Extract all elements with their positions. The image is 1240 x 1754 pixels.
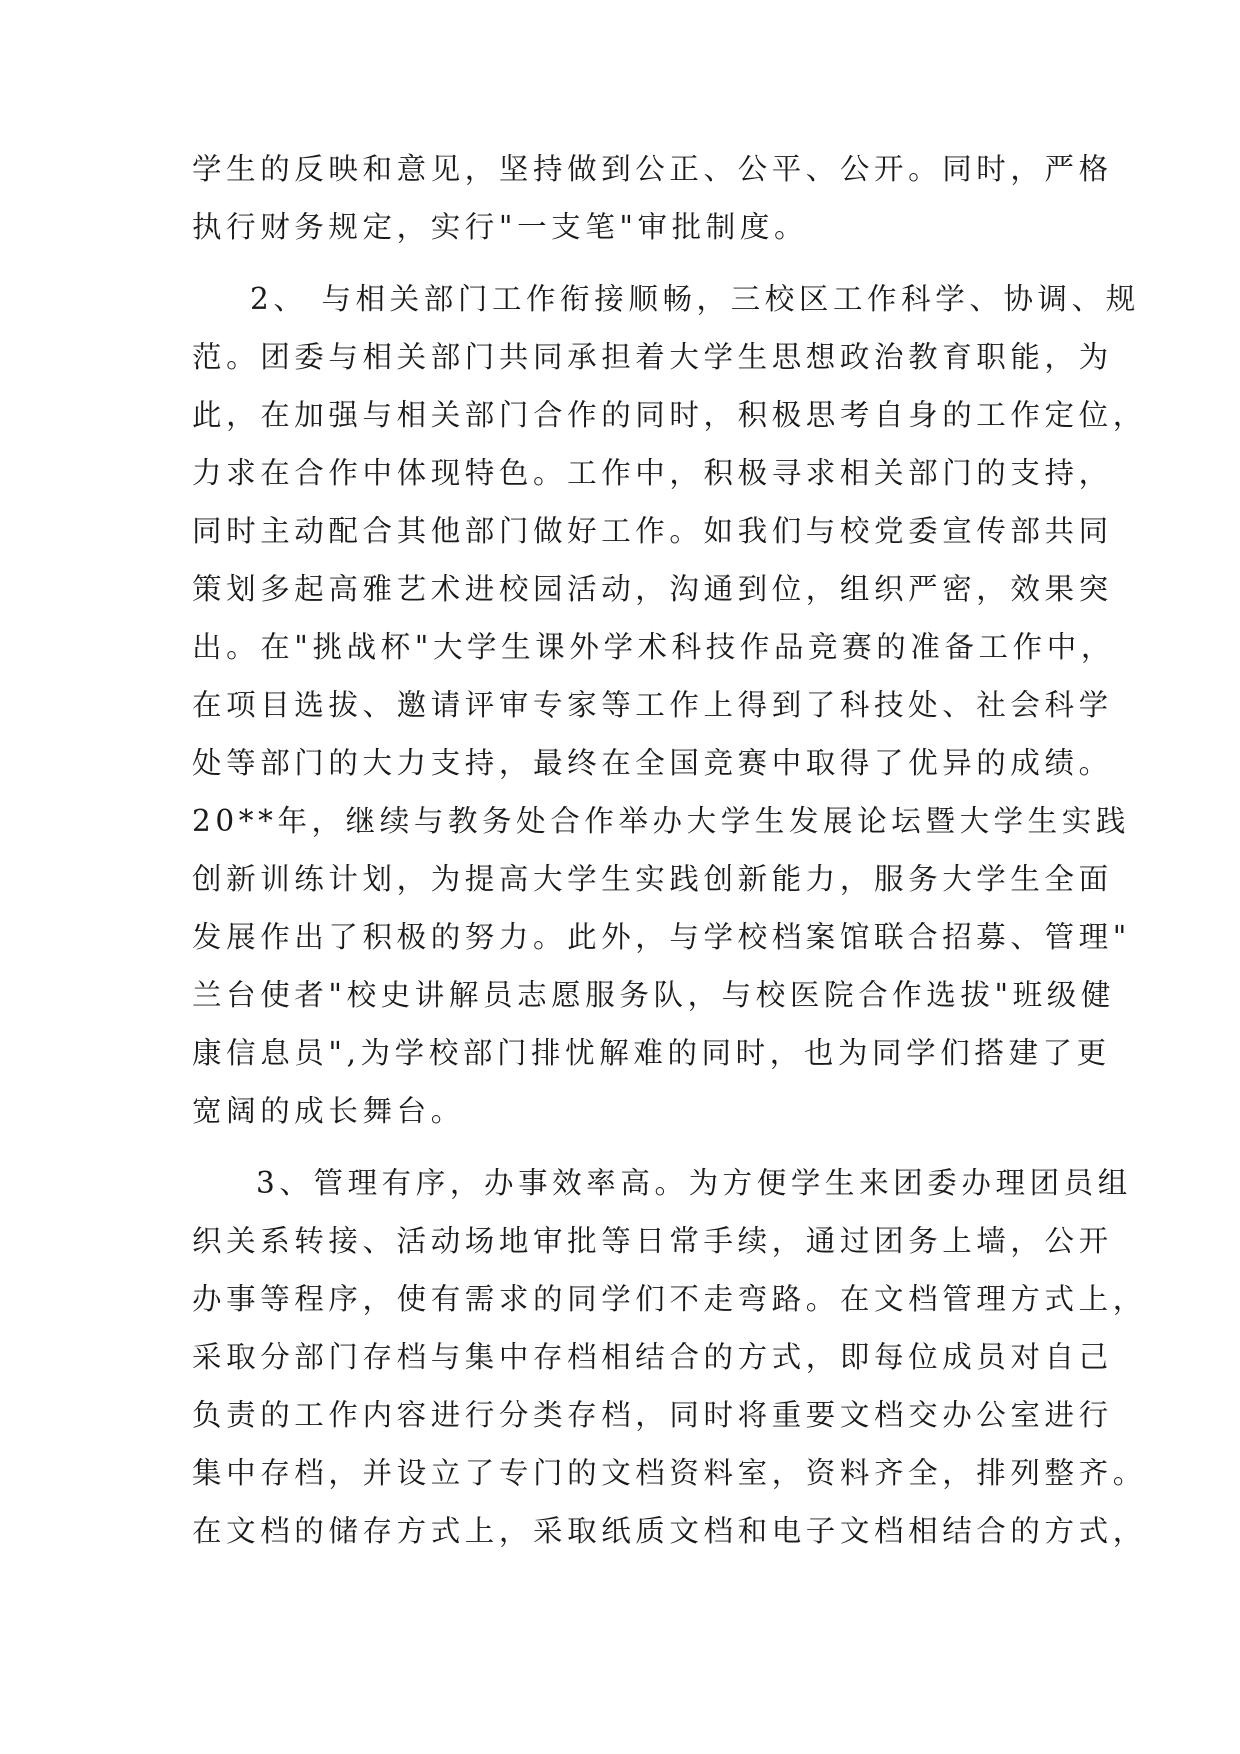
text-line: 此，在加强与相关部门合作的同时，积极思考自身的工作定位， [192,398,1147,432]
text-line: 康信息员",为学校部门排忧解难的同时，也为同学们搭建了更 [192,1036,1111,1070]
text-line: 集中存档，并设立了专门的文档资料室，资料齐全，排列整齐。 [192,1456,1147,1490]
text-line: 范。团委与相关部门共同承担着大学生思想政治教育职能，为 [192,340,1113,374]
text-line: 处等部门的大力支持，最终在全国竞赛中取得了优异的成绩。 [192,746,1113,780]
text-line: 负责的工作内容进行分类存档，同时将重要文档交办公室进行 [192,1398,1113,1432]
text-line: 出。在"挑战杯"大学生课外学术科技作品竞赛的准备工作中， [192,630,1115,664]
text-line: 采取分部门存档与集中存档相结合的方式，即每位成员对自己 [192,1340,1113,1374]
body-text [192,140,1147,1560]
text-line: 发展作出了积极的努力。此外，与学校档案馆联合招募、管理" [192,920,1131,954]
text-line: 2、 与相关部门工作衔接顺畅，三校区工作科学、协调、规 [250,282,1140,316]
text-line: 同时主动配合其他部门做好工作。如我们与校党委宣传部共同 [192,514,1113,548]
text-line: 在项目选拔、邀请评审专家等工作上得到了科技处、社会科学 [192,688,1113,722]
text-line: 学生的反映和意见，坚持做到公正、公平、公开。同时，严格 [192,152,1113,186]
paragraph-1 [192,140,1113,256]
text-line: 策划多起高雅艺术进校园活动，沟通到位，组织严密，效果突 [192,572,1113,606]
text-line: 力求在合作中体现特色。工作中，积极寻求相关部门的支持， [192,456,1113,490]
text-line: 办事等程序，使有需求的同学们不走弯路。在文档管理方式上， [192,1282,1147,1316]
text-line: 3、管理有序，办事效率高。为方便学生来团委办理团员组 [256,1166,1132,1200]
text-line: 织关系转接、活动场地审批等日常手续，通过团务上墙，公开 [192,1224,1113,1258]
paragraph-3 [192,1154,1147,1560]
text-line: 执行财务规定，实行"一支笔"审批制度。 [192,210,809,244]
text-line: 20**年，继续与教务处合作举办大学生发展论坛暨大学生实践 [192,804,1130,838]
text-line: 创新训练计划，为提高大学生实践创新能力，服务大学生全面 [192,862,1113,896]
text-line: 在文档的储存方式上，采取纸质文档和电子文档相结合的方式， [192,1514,1147,1548]
text-line: 宽阔的成长舞台。 [192,1094,465,1128]
paragraph-2 [192,270,1147,1140]
text-line: 兰台使者"校史讲解员志愿服务队，与校医院合作选拔"班级健 [192,978,1115,1012]
